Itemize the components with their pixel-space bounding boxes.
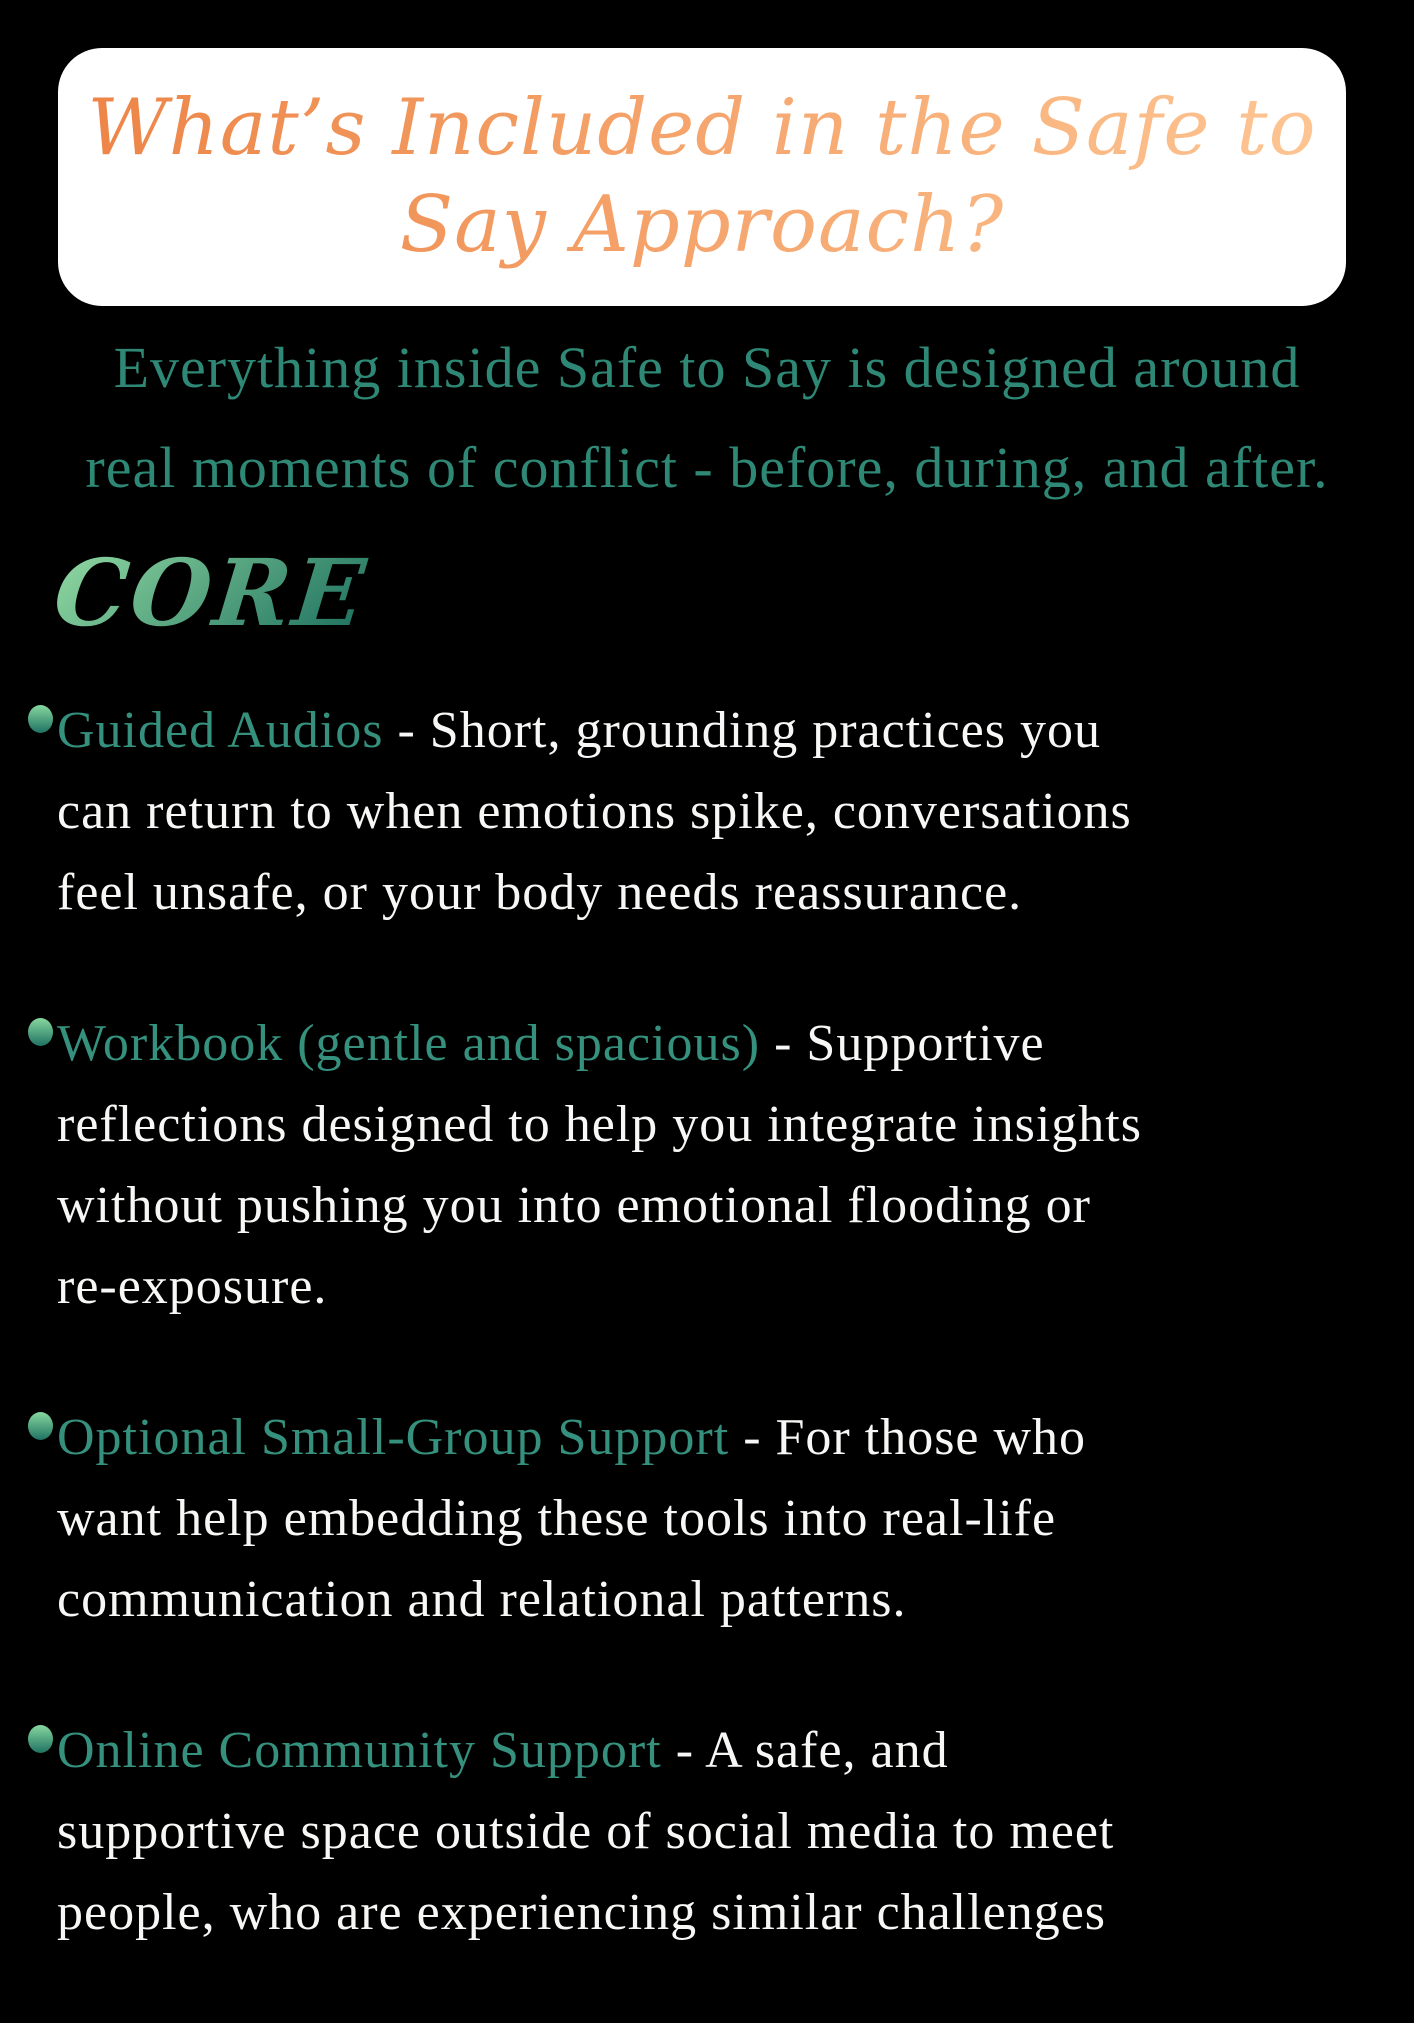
list-item-workbook — [28, 1003, 1408, 1327]
feature-line — [57, 1003, 1142, 1084]
section-heading-core: CORE — [48, 528, 374, 658]
feature-label: Guided Audios — [57, 702, 384, 759]
feature-text-block — [57, 1397, 1086, 1640]
feature-line — [57, 1710, 1114, 1791]
list-item-guided-audios — [28, 690, 1408, 933]
title-card — [58, 48, 1346, 306]
feature-label: Optional Small-Group Support — [57, 1409, 730, 1466]
feature-line: can return to when emotions spike, conversations — [57, 783, 1132, 840]
intro-line-2: real moments of conflict - before, during, and after. — [85, 435, 1329, 500]
feature-line — [57, 1397, 1086, 1478]
bullet-icon — [28, 1725, 53, 1753]
page-title — [87, 80, 1316, 274]
feature-text-block — [57, 690, 1132, 933]
feature-description: - Supportive — [774, 1015, 1045, 1072]
bullet-icon — [28, 1018, 53, 1046]
page-title-line-1: What’s Included in the Safe to — [87, 83, 1317, 173]
feature-line: feel unsafe, or your body needs reassurance. — [57, 864, 1023, 921]
list-item-small-group-support — [28, 1397, 1408, 1640]
feature-list — [28, 690, 1408, 2023]
feature-line: people, who are experiencing similar challenges — [57, 1884, 1107, 1941]
feature-text-block — [57, 1710, 1114, 1953]
intro-line-1: Everything inside Safe to Say is designed around — [113, 335, 1301, 400]
feature-text-block — [57, 1003, 1142, 1327]
feature-description: - Short, grounding practices you — [397, 702, 1101, 759]
feature-description: - For those who — [743, 1409, 1087, 1466]
feature-line: want help embedding these tools into real-life — [57, 1490, 1057, 1547]
feature-description: - A safe, and — [675, 1722, 949, 1779]
page-title-line-2: Say Approach? — [399, 180, 1005, 270]
feature-line — [57, 690, 1132, 771]
bullet-icon — [28, 1412, 53, 1440]
list-item-online-community-support — [28, 1710, 1408, 1953]
feature-label: Workbook (gentle and spacious) — [57, 1015, 761, 1072]
feature-line: supportive space outside of social media to meet — [57, 1803, 1115, 1860]
feature-line: reflections designed to help you integrate insights — [57, 1096, 1142, 1153]
bullet-icon — [28, 705, 53, 733]
feature-line: without pushing you into emotional flooding or — [57, 1177, 1091, 1234]
feature-label: Online Community Support — [57, 1722, 662, 1779]
feature-line: communication and relational patterns. — [57, 1571, 907, 1628]
feature-line: re-exposure. — [57, 1258, 328, 1315]
intro-text — [0, 318, 1414, 518]
